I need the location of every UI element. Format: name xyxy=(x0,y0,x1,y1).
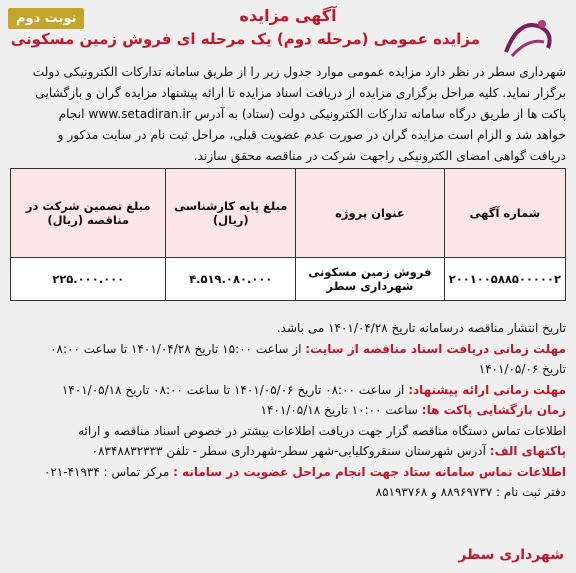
contact-line: اطلاعات تماس دستگاه مناقصه گزار جهت دریافت اطلاعات بیشتر در خصوص اسناد مناقصه و ارائه xyxy=(78,423,566,438)
round-badge: نوبت دوم xyxy=(8,8,84,29)
header-project-title: عنوان پروژه xyxy=(296,169,445,258)
setad-contact-text: مرکز تماس : ۴۱۹۳۴-۰۲۱ xyxy=(43,464,174,479)
offer-deadline-label: مهلت زمانی ارائه پیشنهاد: xyxy=(408,382,566,397)
header-base-amount: مبلغ پایه کارشناسی (ریال) xyxy=(166,169,296,258)
page-title: آگهی مزایده xyxy=(239,6,337,25)
setad-contact-line xyxy=(10,462,566,483)
details-section xyxy=(10,318,566,503)
doc-deadline-date: تاریخ ۱۴۰۱/۰۵/۰۶ xyxy=(478,362,566,376)
publish-line: تاریخ انتشار مناقصه درسامانه تاریخ ۱۴۰۱/۰۴/۲۸ می باشد. xyxy=(276,321,566,335)
footer-signature: شهرداری سطر xyxy=(458,547,564,563)
offer-deadline-line xyxy=(10,380,566,401)
intro-line: برگزار نماید. کلیه مراحل برگزاری مزایده از دریافت اسناد مزایده تا ارائه پیشنهاد مزایده گران و بازگشایی xyxy=(35,86,566,100)
setad-contact-label: اطلاعات تماس سامانه ستاد جهت انجام مراحل عضویت در سامانه : xyxy=(173,464,566,479)
logo-icon xyxy=(498,12,562,64)
table-header-row xyxy=(11,169,566,258)
envelope-text: آدرس شهرستان سنقروکلیایی-شهر سطر-شهرداری سطر - تلفن ۰۸۳۴۸۸۳۲۳۳۳ xyxy=(91,444,490,458)
header-ad-number: شماره آگهی xyxy=(444,169,565,258)
auction-table xyxy=(10,168,566,301)
intro-line: خواهد شد و الزام است مزایده گران در صورت عدم عضویت قبلی، مراحل ثبت نام در سایت مذکور و xyxy=(57,128,566,142)
envelope-line xyxy=(10,441,566,462)
opening-time-text: ساعت ۱۰:۰۰ تاریخ ۱۴۰۱/۰۵/۱۸ xyxy=(260,403,422,417)
doc-deadline-text: از ساعت ۱۵:۰۰ تاریخ ۱۴۰۱/۰۴/۲۸ تا ساعت ۰۸:۰۰ xyxy=(50,341,306,356)
intro-line: دریافت گواهی امضای الکترونیکی راجهت شرکت در مناقصه محقق سازند. xyxy=(193,149,566,163)
intro-line: شهرداری سطر در نظر دارد مزایده عمومی موارد جدول زیر را از طریق سامانه تدارکات الکترونیکی دولت xyxy=(32,65,566,79)
header-guarantee-amount: مبلغ تضمین شرکت در مناقصه (ریال) xyxy=(11,169,166,258)
doc-deadline-line xyxy=(10,339,566,360)
opening-time-label: زمان بازگشایی پاکت ها: xyxy=(421,403,566,417)
intro-line: پاکت ها از طریق درگاه سامانه تدارکات الکترونیکی دولت (ستاد) به آدرس www.setadiran.ir انجام xyxy=(58,107,566,121)
cell-guarantee-amount: ۲۲۵.۰۰۰.۰۰۰ xyxy=(11,258,166,301)
intro-paragraph xyxy=(10,62,566,167)
doc-deadline-label: مهلت زمانی دریافت اسناد مناقصه از سایت: xyxy=(305,341,566,356)
cell-base-amount: ۴.۵۱۹.۰۸۰.۰۰۰ xyxy=(166,258,296,301)
cell-project-title: فروش زمین مسکونی شهرداری سطر xyxy=(296,258,445,301)
offer-deadline-text: از ساعت ۰۸:۰۰ تاریخ ۱۴۰۱/۰۵/۰۶ تا ساعت ۰۸:۰۰ تاریخ ۱۴۰۱/۰۵/۱۸ xyxy=(61,382,409,397)
cell-ad-number: ۲۰۰۱۰۰۵۸۸۵۰۰۰۰۰۲ xyxy=(444,258,565,301)
office-line: دفتر ثبت نام : ۸۸۹۶۹۷۳۷ و ۸۵۱۹۳۷۶۸ xyxy=(375,485,566,499)
table-row xyxy=(11,258,566,301)
page-subtitle: مزایده عمومی (مرحله دوم) یک مرحله ای فروش زمین مسکونی xyxy=(10,30,480,48)
opening-time-line xyxy=(10,400,566,421)
envelope-label: پاکتهای الف: xyxy=(489,444,566,458)
